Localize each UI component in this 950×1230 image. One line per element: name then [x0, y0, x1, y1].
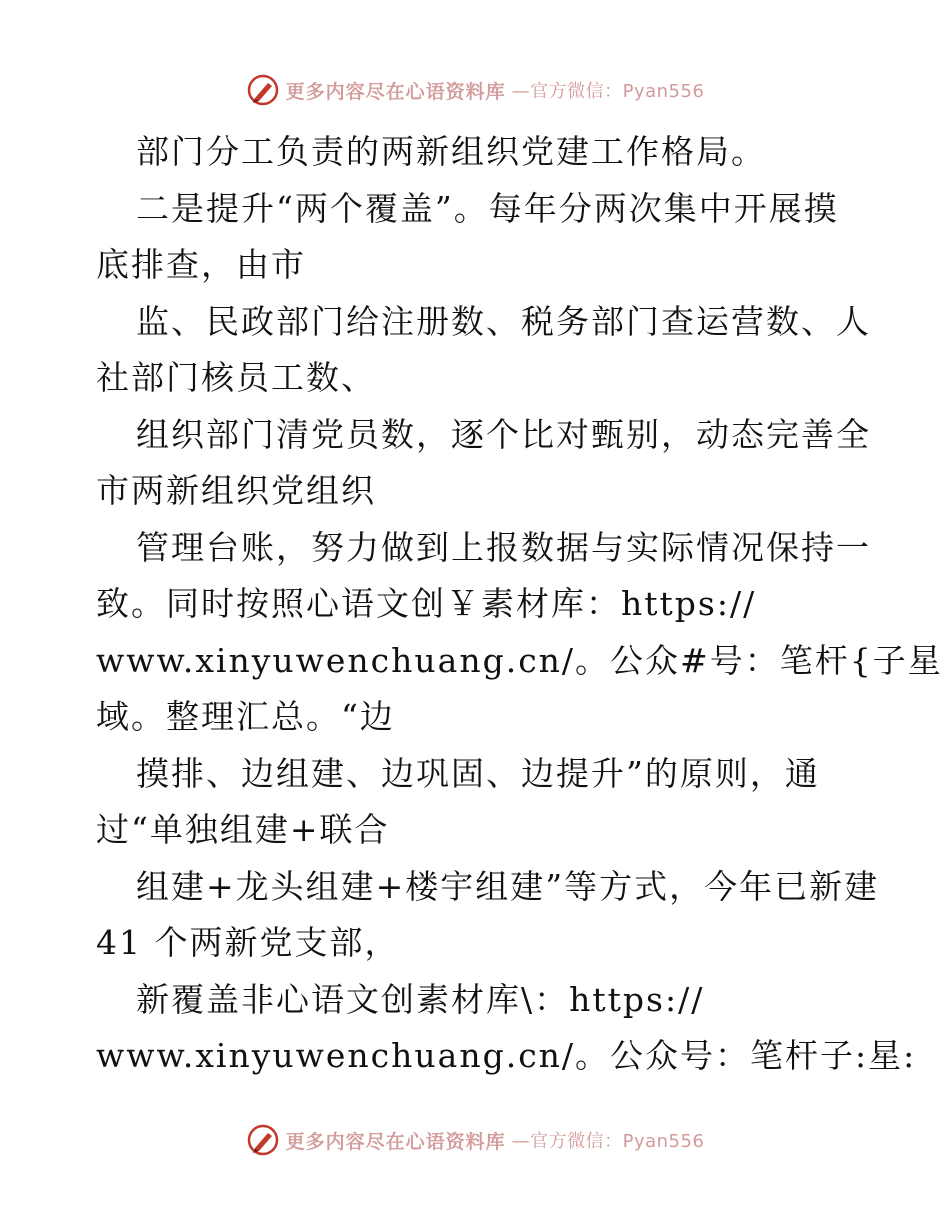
text-line: 组织部门清党员数，逐个比对甄别，动态完善全	[136, 414, 871, 454]
pen-logo-icon	[246, 1123, 280, 1157]
text-line: 二是提升“两个覆盖”。每年分两次集中开展摸	[136, 188, 839, 228]
text-line: 新覆盖非心语文创素材库\：https://	[136, 979, 705, 1019]
page-header	[0, 70, 950, 110]
text-line: 部门分工负责的两新组织党建工作格局。	[136, 132, 766, 171]
text-line: 社部门核员工数、	[96, 358, 376, 397]
text-line: 摸排、边组建、边巩固、边提升”的原则，通	[136, 753, 820, 793]
text-line: www.xinyuwenchuang.cn/。公众#号：笔杆{子星	[96, 640, 943, 680]
text-line: 致。同时按照心语文创￥素材库：https://	[96, 584, 757, 623]
header-wechat-text: —官方微信：Pyan556	[511, 81, 705, 102]
text-line: 管理台账，努力做到上报数据与实际情况保持一	[136, 527, 871, 567]
text-line: 41 个两新党支部，	[96, 923, 400, 962]
page-footer	[0, 1120, 950, 1160]
footer-brand-text: 更多内容尽在心语资料库	[285, 1130, 506, 1153]
text-line: 底排查，由市	[96, 245, 306, 284]
document-body	[96, 124, 943, 1085]
text-line: 组建+龙头组建+楼宇组建”等方式，今年已新建	[136, 866, 880, 906]
text-line: 过“单独组建+联合	[96, 810, 390, 849]
text-line: www.xinyuwenchuang.cn/。公众号：笔杆子:星:	[96, 1036, 917, 1075]
text-line: 市两新组织党组织	[96, 471, 376, 510]
text-line: 域。整理汇总。“边	[96, 697, 395, 736]
header-brand-text: 更多内容尽在心语资料库	[285, 80, 506, 103]
text-line: 监、民政部门给注册数、税务部门查运营数、人	[136, 301, 871, 341]
pen-logo-icon	[246, 73, 280, 107]
footer-wechat-text: —官方微信：Pyan556	[511, 1131, 705, 1152]
